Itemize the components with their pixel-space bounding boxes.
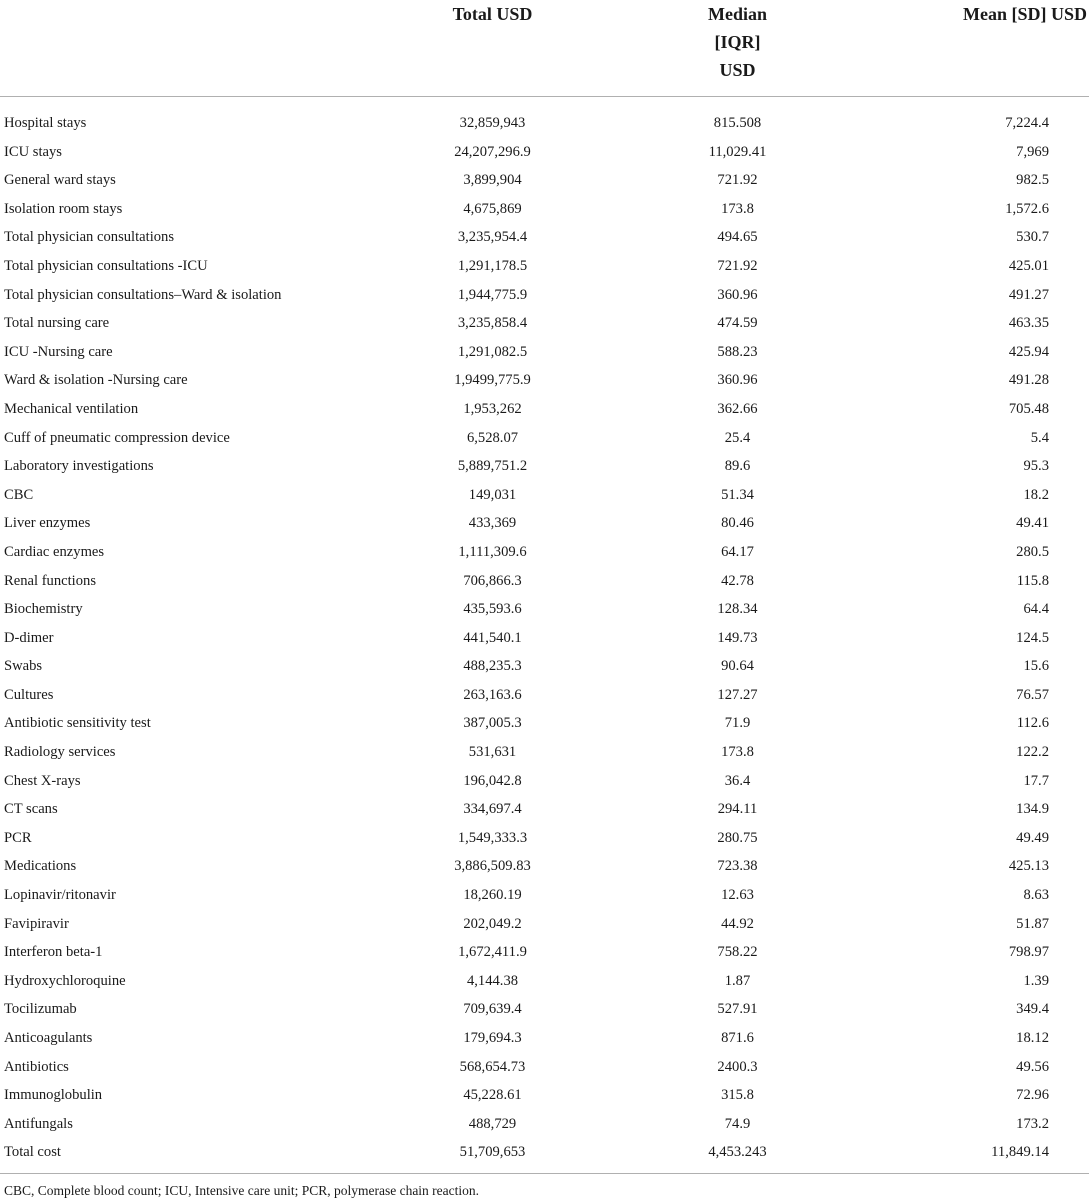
table-row [0, 738, 1089, 767]
row-median-usd: 360.96 [717, 286, 758, 303]
row-label: Radiology services [4, 744, 116, 761]
row-mean-usd: 982.5 [1016, 172, 1049, 189]
row-median-usd: 527.91 [717, 1001, 758, 1018]
row-label: ICU -Nursing care [4, 343, 113, 360]
row-median-usd: 11,029.41 [708, 143, 767, 160]
table-row [0, 967, 1089, 996]
row-total-usd: 531,631 [468, 744, 517, 761]
row-median-usd: 362.66 [717, 400, 758, 417]
row-median-usd: 4,453.243 [605, 1138, 870, 1173]
row-median-usd: 80.46 [721, 515, 754, 532]
table-row [0, 595, 1089, 624]
row-total-usd: 24,207,296.9 [454, 143, 531, 160]
row-mean-usd: 95.3 [1023, 458, 1049, 475]
row-total-usd: 1,111,309.6 [458, 543, 527, 560]
row-label: Swabs [4, 658, 43, 675]
row-label: Mechanical ventilation [4, 400, 139, 417]
header-total-usd: Total USD [380, 0, 605, 97]
row-median-usd: 127.27 [717, 686, 758, 703]
row-label: Laboratory investigations [4, 458, 154, 475]
row-label: Hospital stays [4, 115, 87, 131]
row-median-usd: 2400.3 [717, 1058, 758, 1075]
row-total-usd: 433,369 [468, 515, 517, 532]
table-row [0, 709, 1089, 738]
row-total-usd: 32,859,943 [459, 115, 526, 131]
row-total-usd: 334,697.4 [463, 801, 522, 818]
header-median-iqr-usd [605, 0, 870, 97]
table-body [0, 97, 1089, 1174]
table-row [0, 767, 1089, 796]
row-mean-usd: 51.87 [1016, 915, 1049, 932]
row-label: Immunoglobulin [4, 1087, 103, 1104]
row-total-usd: 3,899,904 [463, 172, 522, 189]
row-label: Cardiac enzymes [4, 543, 105, 560]
row-mean-usd: 425.94 [1008, 343, 1049, 360]
row-median-usd: 173.8 [721, 744, 754, 761]
table-row [0, 824, 1089, 853]
table-row [0, 881, 1089, 910]
row-label: CT scans [4, 801, 58, 818]
row-median-usd: 51.34 [721, 486, 754, 503]
table-row [0, 424, 1089, 453]
row-mean-usd: 49.56 [1016, 1058, 1049, 1075]
row-total-usd: 202,049.2 [463, 915, 522, 932]
row-median-usd: 721.92 [717, 172, 758, 189]
row-median-usd: 74.9 [724, 1115, 751, 1132]
row-median-usd: 758.22 [717, 944, 758, 961]
row-median-usd: 44.92 [721, 915, 754, 932]
row-mean-usd: 115.8 [1016, 572, 1049, 589]
row-total-usd: 1,953,262 [463, 400, 522, 417]
header-median-line3: USD [719, 60, 756, 80]
row-mean-usd: 49.41 [1016, 515, 1049, 532]
row-label: Anticoagulants [4, 1030, 93, 1046]
row-total-usd: 51,709,653 [380, 1138, 605, 1173]
table-row [0, 938, 1089, 967]
row-mean-usd: 1,572.6 [1005, 200, 1049, 217]
row-mean-usd: 18.2 [1023, 486, 1049, 503]
table-row [0, 309, 1089, 338]
row-total-usd: 196,042.8 [463, 772, 522, 789]
row-label: D-dimer [4, 629, 54, 646]
row-total-usd: 387,005.3 [463, 715, 522, 732]
table-row [0, 452, 1089, 481]
row-total-usd: 18,260.19 [463, 887, 522, 904]
row-mean-usd: 17.7 [1023, 772, 1049, 789]
row-total-usd: 45,228.61 [463, 1087, 522, 1104]
row-mean-usd: 18.12 [1016, 1030, 1049, 1046]
row-mean-usd: 530.7 [1016, 229, 1049, 246]
row-mean-usd: 280.5 [1016, 543, 1049, 560]
row-mean-usd: 798.97 [1008, 944, 1049, 961]
row-label: Ward & isolation -Nursing care [4, 372, 188, 389]
row-median-usd: 474.59 [717, 315, 758, 332]
row-label: Chest X-rays [4, 772, 81, 789]
row-mean-usd: 64.4 [1023, 601, 1049, 618]
table-header [0, 0, 1089, 97]
table-row [0, 1110, 1089, 1139]
row-label: Hydroxychloroquine [4, 972, 126, 989]
row-median-usd: 25.4 [724, 429, 751, 446]
table-row [0, 252, 1089, 281]
row-total-usd: 1,672,411.9 [458, 944, 527, 961]
row-total-usd: 4,675,869 [463, 200, 522, 217]
row-label: ICU stays [4, 143, 62, 160]
header-mean-sd-usd: Mean [SD] USD [870, 0, 1089, 97]
row-label: Renal functions [4, 572, 97, 589]
row-mean-usd: 11,849.14 [870, 1138, 1089, 1173]
table-row [0, 1053, 1089, 1082]
row-median-usd: 36.4 [724, 772, 751, 789]
table-row [0, 223, 1089, 252]
row-label: Antibiotic sensitivity test [4, 715, 151, 732]
row-total-usd: 179,694.3 [463, 1030, 522, 1046]
table-row [0, 910, 1089, 939]
row-mean-usd: 112.6 [1016, 715, 1049, 732]
row-median-usd: 12.63 [721, 887, 754, 904]
table-row [0, 166, 1089, 195]
table-row [0, 395, 1089, 424]
row-label: Favipiravir [4, 915, 69, 932]
row-median-usd: 71.9 [724, 715, 751, 732]
row-total-usd: 3,235,954.4 [457, 229, 528, 246]
row-label: Cuff of pneumatic compression device [4, 429, 230, 446]
row-label: Antibiotics [4, 1058, 69, 1075]
row-median-usd: 89.6 [724, 458, 751, 475]
row-mean-usd: 5.4 [1030, 429, 1049, 446]
row-total-usd: 4,144.38 [466, 972, 519, 989]
row-median-usd: 42.78 [721, 572, 754, 589]
row-label: CBC [4, 486, 34, 503]
row-median-usd: 90.64 [721, 658, 754, 675]
row-total-usd: 6,528.07 [466, 429, 519, 446]
row-median-usd: 360.96 [717, 372, 758, 389]
row-label: Total physician consultations -ICU [4, 257, 208, 274]
row-median-usd: 173.8 [721, 200, 754, 217]
table-row [0, 195, 1089, 224]
header-median-line2: [IQR] [714, 32, 761, 52]
table-row [0, 652, 1089, 681]
table-row [0, 97, 1089, 138]
row-median-usd: 723.38 [717, 858, 758, 875]
row-median-usd: 721.92 [717, 257, 758, 274]
row-label: Medications [4, 858, 77, 875]
row-total-usd: 488,729 [468, 1115, 517, 1132]
row-mean-usd: 463.35 [1008, 315, 1049, 332]
row-label: Liver enzymes [4, 515, 91, 532]
row-total-usd: 5,889,751.2 [457, 458, 528, 475]
row-median-usd: 815.508 [713, 115, 762, 131]
row-mean-usd: 1.39 [1023, 972, 1049, 989]
row-mean-usd: 173.2 [1016, 1115, 1049, 1132]
row-mean-usd: 491.27 [1008, 286, 1049, 303]
row-median-usd: 315.8 [721, 1087, 754, 1104]
table-row [0, 338, 1089, 367]
row-label: Antifungals [4, 1115, 73, 1132]
table-footnote: CBC, Complete blood count; ICU, Intensive care unit; PCR, polymerase chain reaction. [4, 1183, 480, 1198]
row-mean-usd: 425.01 [1008, 257, 1049, 274]
row-total-usd: 149,031 [468, 486, 517, 503]
row-mean-usd: 49.49 [1016, 829, 1049, 846]
row-median-usd: 280.75 [717, 829, 758, 846]
row-mean-usd: 349.4 [1016, 1001, 1049, 1018]
table-row [0, 681, 1089, 710]
row-total-usd: 263,163.6 [463, 686, 522, 703]
row-label: Interferon beta-1 [4, 944, 103, 961]
row-median-usd: 494.65 [717, 229, 758, 246]
table-row [0, 138, 1089, 167]
row-median-usd: 871.6 [721, 1030, 754, 1046]
row-total-usd: 3,235,858.4 [457, 315, 528, 332]
row-label: Total cost [0, 1138, 380, 1173]
row-label: Total nursing care [4, 315, 110, 332]
header-median-line1: Median [707, 4, 767, 24]
row-median-usd: 128.34 [717, 601, 758, 618]
row-total-usd: 1,291,082.5 [457, 343, 528, 360]
row-total-usd: 3,886,509.83 [454, 858, 531, 875]
table-row [0, 567, 1089, 596]
row-label: General ward stays [4, 172, 116, 189]
row-label: Total physician consultations–Ward & isolation [4, 286, 282, 303]
row-mean-usd: 7,969 [1016, 143, 1049, 160]
table-row [0, 995, 1089, 1024]
row-mean-usd: 124.5 [1016, 629, 1049, 646]
row-label: Total physician consultations [4, 229, 175, 246]
row-label: Lopinavir/ritonavir [4, 887, 116, 904]
table-row [0, 1138, 1089, 1173]
row-median-usd: 64.17 [721, 543, 754, 560]
table-row [0, 509, 1089, 538]
row-median-usd: 294.11 [717, 801, 758, 818]
row-total-usd: 709,639.4 [463, 1001, 522, 1018]
row-label: Biochemistry [4, 601, 83, 618]
table-row [0, 481, 1089, 510]
row-mean-usd: 491.28 [1008, 372, 1049, 389]
row-total-usd: 568,654.73 [459, 1058, 526, 1075]
row-mean-usd: 76.57 [1016, 686, 1049, 703]
row-total-usd: 441,540.1 [463, 629, 522, 646]
row-label: Tocilizumab [4, 1001, 77, 1018]
row-mean-usd: 72.96 [1016, 1087, 1049, 1104]
table-row [0, 624, 1089, 653]
table-row [0, 852, 1089, 881]
row-total-usd: 1,291,178.5 [457, 257, 528, 274]
row-mean-usd: 7,224.4 [1005, 115, 1049, 131]
row-total-usd: 1,549,333.3 [457, 829, 528, 846]
row-total-usd: 1,944,775.9 [457, 286, 528, 303]
row-median-usd: 1.87 [724, 972, 751, 989]
row-mean-usd: 425.13 [1008, 858, 1049, 875]
row-mean-usd: 705.48 [1008, 400, 1049, 417]
header-label [0, 0, 380, 97]
row-label: PCR [4, 829, 32, 846]
row-median-usd: 588.23 [717, 343, 758, 360]
row-label: Isolation room stays [4, 200, 123, 217]
table-row [0, 366, 1089, 395]
table-row [0, 538, 1089, 567]
row-mean-usd: 15.6 [1023, 658, 1049, 675]
row-total-usd: 435,593.6 [463, 601, 522, 618]
row-mean-usd: 122.2 [1016, 744, 1049, 761]
row-mean-usd: 8.63 [1023, 887, 1049, 904]
row-total-usd: 488,235.3 [463, 658, 522, 675]
table-row [0, 1024, 1089, 1053]
row-mean-usd: 134.9 [1016, 801, 1049, 818]
table-row [0, 281, 1089, 310]
table-row [0, 795, 1089, 824]
row-total-usd: 1,9499,775.9 [454, 372, 531, 389]
row-label: Cultures [4, 686, 54, 703]
table-row [0, 1081, 1089, 1110]
row-median-usd: 149.73 [717, 629, 758, 646]
row-total-usd: 706,866.3 [463, 572, 522, 589]
